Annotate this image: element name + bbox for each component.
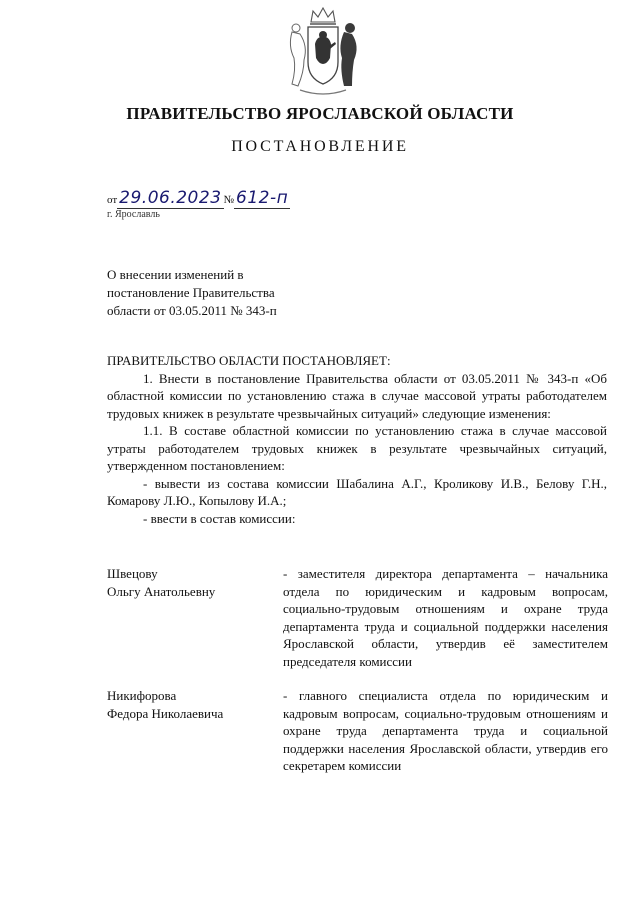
handwritten-date: 29.06.2023	[119, 188, 222, 208]
date-prefix: от	[107, 194, 118, 206]
document-type: ПОСТАНОВЛЕНИЕ	[231, 138, 409, 155]
member-given-names: Ольгу Анатольевну	[107, 583, 216, 599]
member-role: - заместителя директора департамента – начальника отдела по юридическим и кадровым вопросам, социально-трудовым отношениям и охране труда департамента труда и социальной поддержки населения Ярославской области, утвердив её заместителем председателя комиссии	[283, 566, 608, 669]
document-subject	[107, 266, 277, 320]
member-role: - главного специалиста отдела по юридическим и кадровым вопросам, социально-трудовым отношениям и охране труда департамента труда и социальной поддержки населения Ярославской области, утвердив его секретарем комиссии	[283, 688, 608, 773]
member-name	[107, 565, 277, 600]
member-surname: Никифорова	[107, 688, 177, 703]
city-name: г. Ярославль	[107, 209, 160, 220]
organization-title: ПРАВИТЕЛЬСТВО ЯРОСЛАВСКОЙ ОБЛАСТИ	[126, 104, 514, 123]
handwritten-number: 612-п	[236, 188, 289, 208]
paragraph-1-1: 1.1. В составе областной комиссии по установлению стажа в случае массовой утраты работодателем трудовых книжек в результате чрезвычайных ситуаций, утвержденном постановлением:	[107, 423, 607, 473]
subject-line: О внесении изменений в	[107, 267, 244, 282]
member-given-names: Федора Николаевича	[107, 705, 224, 721]
paragraph-add-members: - ввести в состав комиссии:	[143, 510, 296, 526]
subject-line: постановление Правительства	[107, 285, 275, 300]
resolution-preamble: ПРАВИТЕЛЬСТВО ОБЛАСТИ ПОСТАНОВЛЯЕТ:	[107, 353, 391, 368]
member-name	[107, 687, 277, 722]
document-body	[107, 352, 607, 527]
paragraph-1: 1. Внести в постановление Правительства области от 03.05.2011 № 343-п «Об областной комиссии по установлению стажа в случае массовой утраты работодателем трудовых книжек в результате чрезвычайных ситуаций» следующие изменения:	[107, 370, 607, 421]
coat-of-arms-emblem	[282, 6, 364, 102]
subject-line: области от 03.05.2011 № 343-п	[107, 303, 277, 318]
date-number-line	[107, 188, 290, 208]
paragraph-remove-members: - вывести из состава комиссии Шабалина А.Г., Кроликову И.В., Белову Г.Н., Комарову Л.Ю., Копылову И.А.;	[107, 475, 607, 508]
member-surname: Швецову	[107, 566, 158, 581]
number-sign: №	[223, 194, 235, 206]
